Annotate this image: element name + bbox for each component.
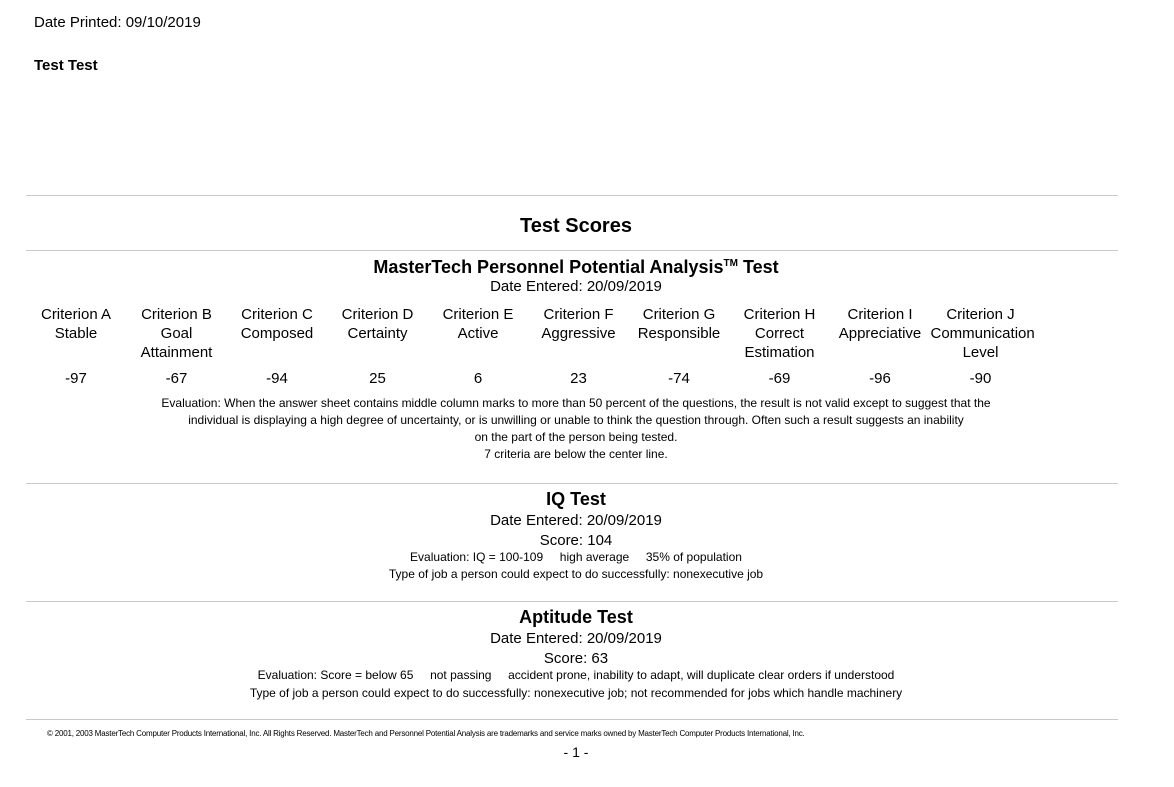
criterion-value: -94: [266, 370, 288, 387]
criterion-column: [930, 305, 1035, 387]
criterion-label: Responsible: [637, 325, 721, 342]
date-printed: Date Printed: 09/10/2019: [34, 14, 201, 31]
criterion-column: [26, 305, 126, 387]
criterion-value: -67: [165, 370, 188, 387]
aptitude-score: Score: 63: [543, 650, 609, 667]
criterion-value: 23: [570, 370, 587, 387]
iq-job: Type of job a person could expect to do successfully: nonexecutive job: [388, 567, 764, 581]
criterion-value: -97: [65, 370, 87, 387]
criterion-column: [730, 305, 830, 387]
criterion-label: Correct: [754, 325, 805, 342]
criterion-column: [428, 305, 528, 387]
iq-date-entered: Date Entered: 20/09/2019: [490, 512, 662, 529]
criterion-value: 25: [369, 370, 386, 387]
criterion-column: [328, 305, 428, 387]
criterion-column: [529, 305, 629, 387]
iq-test-title: IQ Test: [546, 489, 606, 509]
iq-evaluation: Evaluation: IQ = 100-109 high average 35% of population: [410, 550, 742, 564]
criterion-label: Criterion I: [847, 306, 913, 323]
criterion-value: -96: [869, 370, 891, 387]
divider: [26, 195, 1118, 196]
criterion-column: [227, 305, 327, 387]
aptitude-test-title: Aptitude Test: [519, 607, 633, 627]
page-number: - 1 -: [563, 744, 589, 760]
trademark-mark: TM: [723, 258, 738, 269]
criterion-column: [629, 305, 729, 387]
criterion-label: Communication: [930, 325, 1035, 342]
criterion-label: Level: [962, 344, 999, 361]
criterion-label: Stable: [54, 325, 98, 342]
criterion-label: Criterion A: [40, 306, 112, 323]
evaluation-line: on the part of the person being tested.: [474, 430, 678, 444]
mpa-test-title: MasterTech Personnel Potential Analysis™ Test: [373, 257, 779, 277]
criterion-label: Criterion H: [743, 306, 816, 323]
criterion-value: -90: [969, 370, 992, 387]
criterion-value: 6: [473, 370, 483, 387]
aptitude-job: Type of job a person could expect to do successfully: nonexecutive job; not recommended for jobs which handle machinery: [249, 686, 903, 700]
criterion-value: -74: [668, 370, 690, 387]
person-name: Test Test: [34, 57, 98, 74]
evaluation-line: individual is displaying a high degree of uncertainty, or is unwilling or unable to think the question through. Often such a result suggests an inability: [188, 413, 964, 427]
aptitude-evaluation: Evaluation: Score = below 65 not passing accident prone, inability to adapt, will duplicate clear orders if understood: [257, 668, 895, 682]
evaluation-line: 7 criteria are below the center line.: [484, 447, 668, 461]
criterion-label: Criterion G: [642, 306, 716, 323]
iq-test-section: [26, 489, 1126, 583]
divider: [26, 483, 1118, 484]
iq-score: Score: 104: [539, 532, 613, 549]
mpa-date-entered: Date Entered: 20/09/2019: [490, 278, 662, 295]
aptitude-test-section: [26, 607, 1126, 702]
mpa-test-header: [26, 257, 1126, 295]
criterion-label: Criterion F: [543, 306, 614, 323]
criterion-label: Criterion J: [946, 306, 1015, 323]
criterion-label: Active: [457, 325, 499, 342]
aptitude-date-entered: Date Entered: 20/09/2019: [490, 630, 662, 647]
divider: [26, 601, 1118, 602]
criterion-label: Criterion D: [341, 306, 414, 323]
criterion-column: [127, 305, 227, 387]
mpa-evaluation: [26, 395, 1126, 463]
criterion-label: Estimation: [744, 344, 815, 361]
copyright-notice: © 2001, 2003 MasterTech Computer Products International, Inc. All Rights Reserved. MasterTech and Personnel Potential Analysis are trademarks and service marks owned by MasterTech Computer Products International, Inc.: [47, 729, 805, 738]
criterion-label: Certainty: [347, 325, 408, 342]
criterion-label: Attainment: [140, 344, 213, 361]
divider: [26, 719, 1118, 720]
criterion-label: Goal: [160, 325, 193, 342]
section-title: Test Scores: [520, 215, 632, 237]
criterion-label: Composed: [240, 325, 314, 342]
criterion-label: Criterion E: [442, 306, 514, 323]
evaluation-line: Evaluation: When the answer sheet contains middle column marks to more than 50 percent of the questions, the result is not valid except to suggest that the: [161, 396, 991, 410]
criterion-label: Aggressive: [541, 325, 616, 342]
criterion-label: Appreciative: [838, 325, 922, 342]
criterion-label: Criterion C: [241, 306, 313, 323]
criterion-column: [830, 305, 930, 387]
criterion-label: Criterion B: [141, 306, 212, 323]
divider: [26, 250, 1118, 251]
criterion-value: -69: [768, 370, 791, 387]
